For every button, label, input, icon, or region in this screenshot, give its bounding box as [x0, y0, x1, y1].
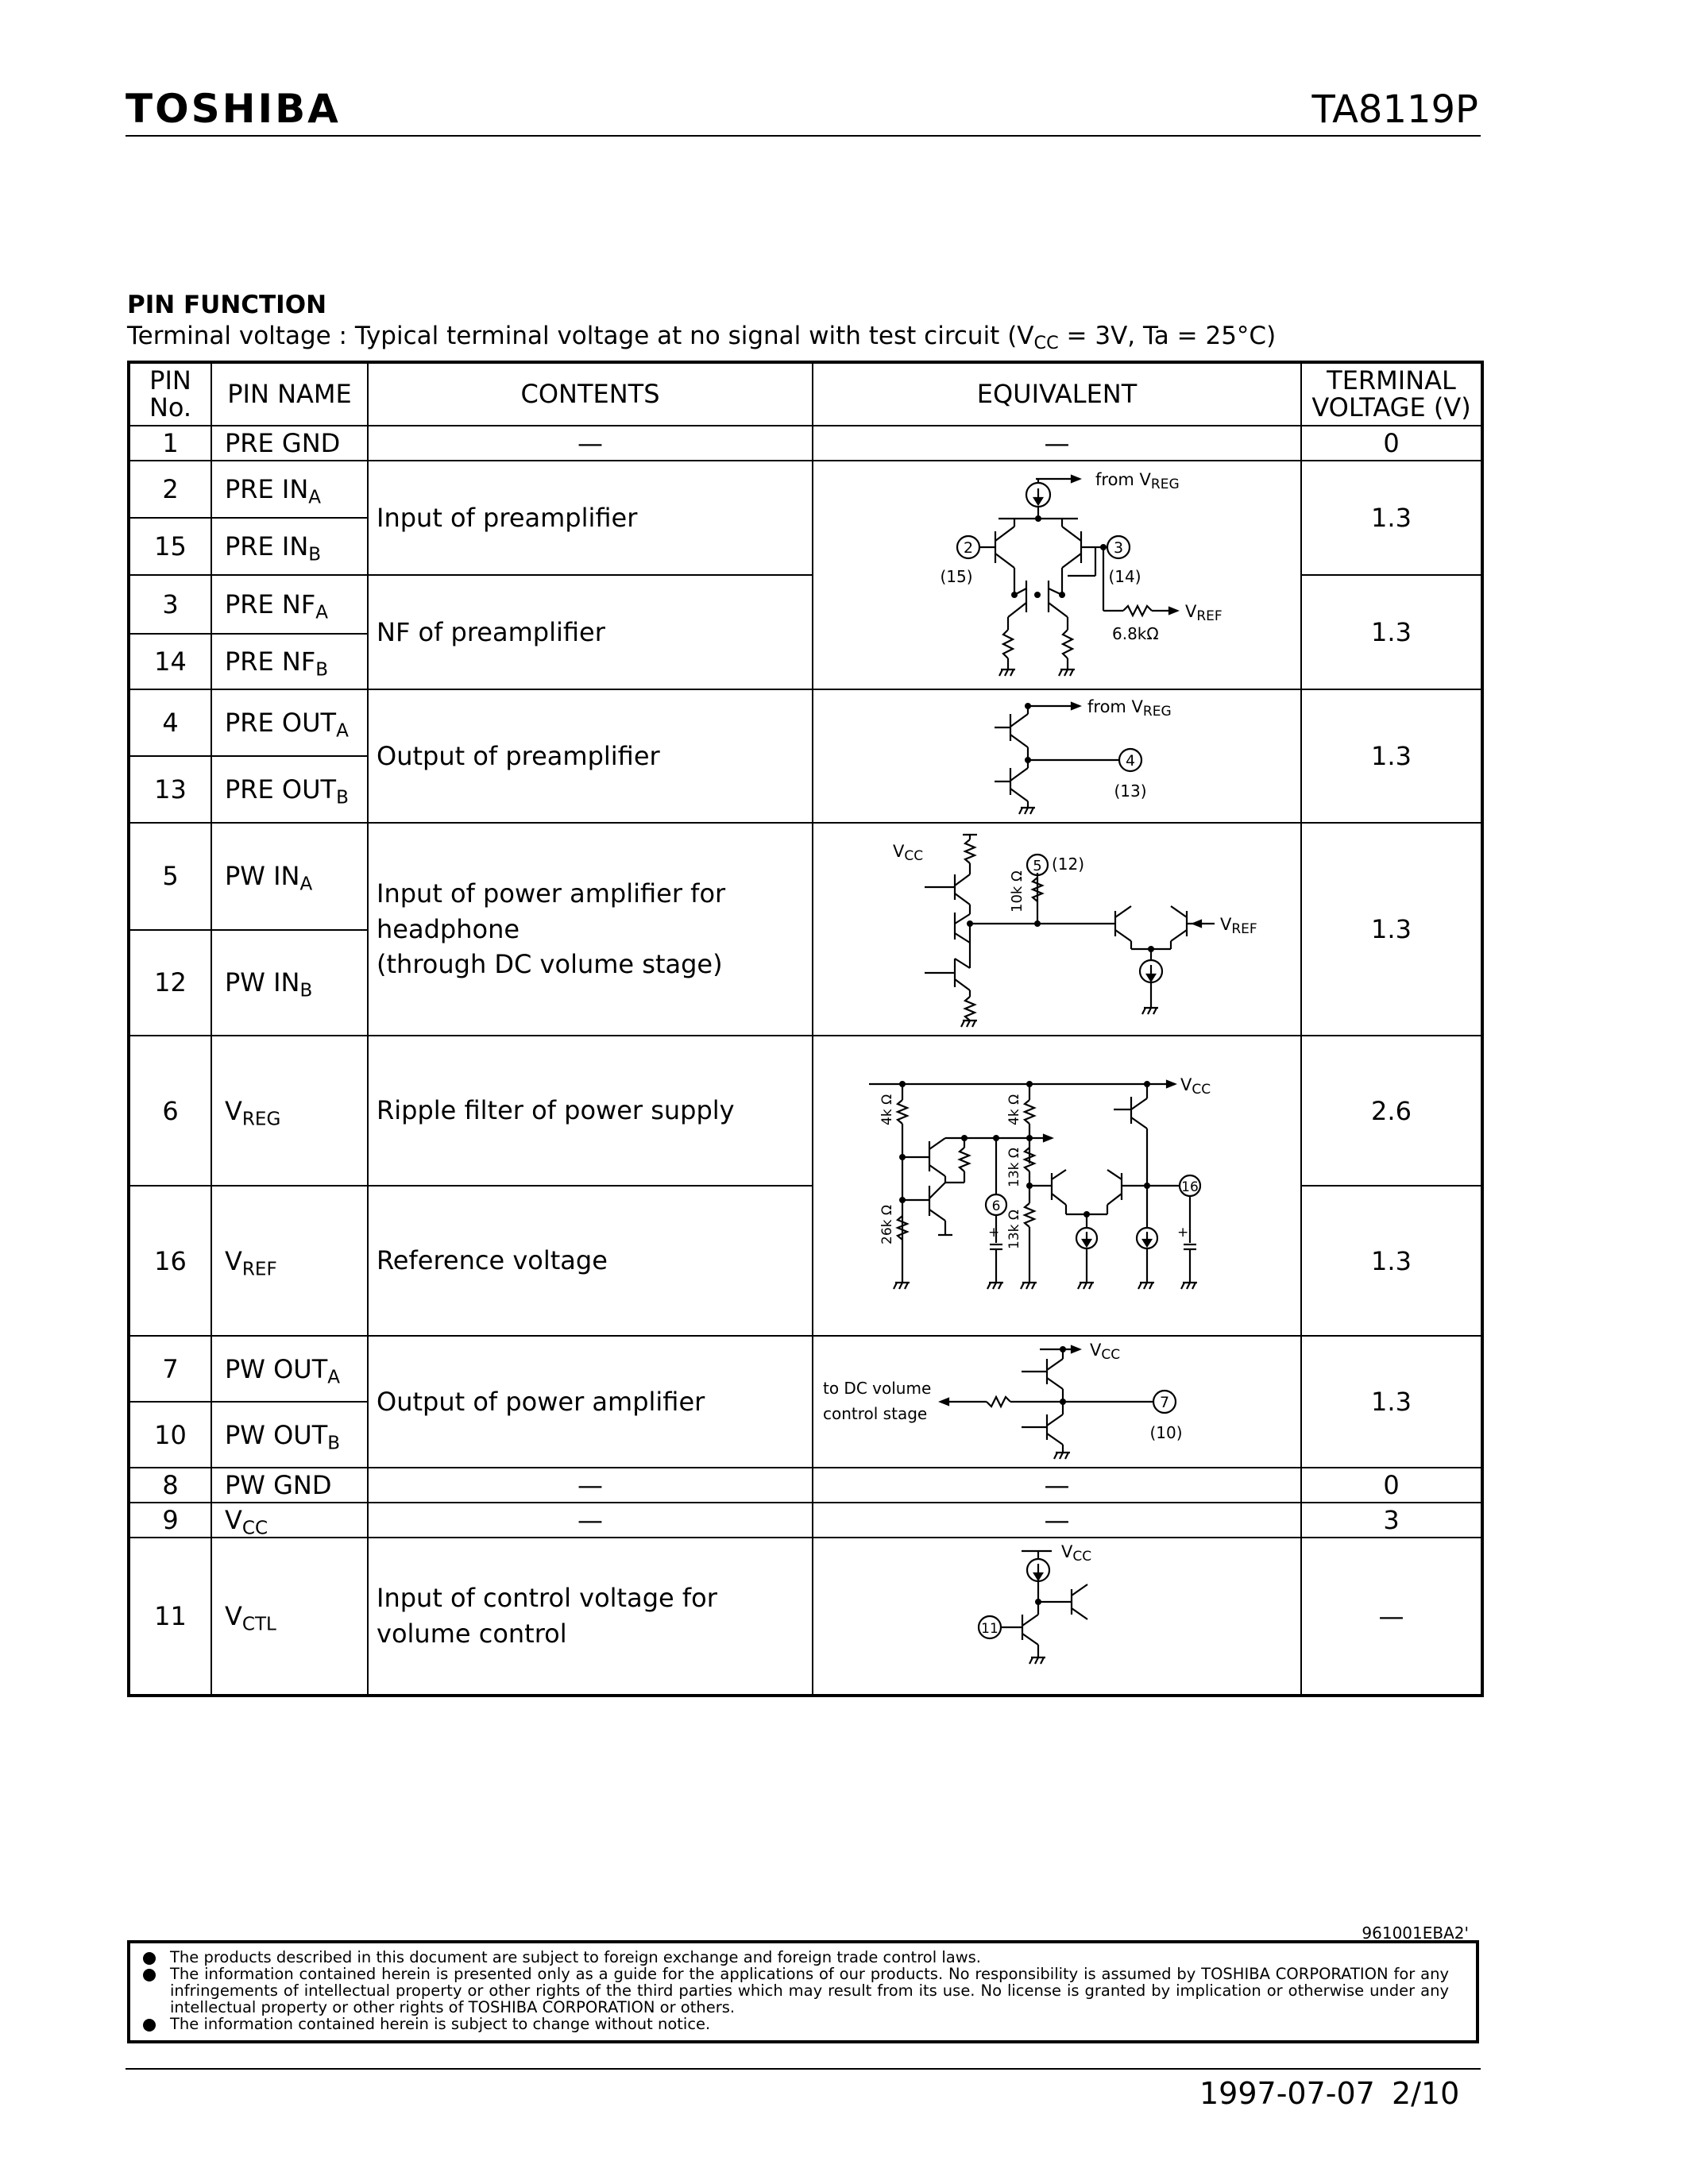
svg-text:(15): (15) — [940, 567, 973, 586]
header-voltage: TERMINAL VOLTAGE (V) — [1301, 362, 1482, 426]
pin-contents: — — [368, 1503, 813, 1538]
table-row — [129, 1336, 1482, 1402]
pin-name: PRE $OUT_A$ — [211, 689, 368, 756]
pin-contents: Input of preamplifier — [368, 461, 813, 575]
pin-equivalent — [813, 823, 1301, 1036]
pin-name: PRE $NF_B$ — [211, 634, 368, 689]
svg-text:(13): (13) — [1114, 781, 1147, 801]
header-pin-no: PIN No. — [129, 362, 211, 426]
svg-text:VREF: VREF — [1220, 915, 1257, 937]
table-row — [129, 1036, 1482, 1186]
svg-text:13k Ω: 13k Ω — [1006, 1148, 1022, 1187]
pin-no: 4 — [129, 689, 211, 756]
pin-contents: Input of power amplifier for headphone (through DC volume stage) — [368, 823, 813, 1036]
pin-name: PRE GND — [211, 426, 368, 461]
pin-voltage: 3 — [1301, 1503, 1482, 1538]
svg-text:6: 6 — [991, 1198, 1001, 1214]
pin-voltage: 1.3 — [1301, 575, 1482, 689]
svg-text:26k Ω: 26k Ω — [879, 1205, 895, 1244]
power-amp-output-circuit — [813, 1337, 1302, 1467]
pin-contents: NF of preamplifier — [368, 575, 813, 689]
pin-name: PRE $NF_A$ — [211, 575, 368, 634]
svg-text:VCC: VCC — [1090, 1341, 1121, 1363]
power-amp-input-circuit — [813, 824, 1302, 1035]
pin-voltage: 1.3 — [1301, 823, 1482, 1036]
svg-text:3: 3 — [1113, 539, 1124, 557]
document-code: 961001EBA2' — [1362, 1924, 1469, 1943]
pin-no: 12 — [129, 930, 211, 1036]
svg-text:(12): (12) — [1052, 855, 1085, 874]
pin-name: PW $OUT_B$ — [211, 1402, 368, 1468]
preamp-output-circuit — [813, 690, 1302, 822]
pin-equivalent — [813, 461, 1301, 689]
section-note: Terminal voltage : Typical terminal voltage at no signal with test circuit ($V_{CC} = 3V$, Ta = 25°C) — [127, 322, 1277, 354]
svg-text:(14): (14) — [1108, 567, 1141, 586]
pin-equivalent: — — [813, 1468, 1301, 1503]
table-row — [129, 461, 1482, 518]
svg-text:4k Ω: 4k Ω — [879, 1094, 895, 1125]
table-row — [129, 1503, 1482, 1538]
header-contents: CONTENTS — [368, 362, 813, 426]
pin-equivalent: — — [813, 1503, 1301, 1538]
header-rule — [126, 135, 1481, 137]
pin-name: PW $IN_B$ — [211, 930, 368, 1036]
pin-no: 16 — [129, 1186, 211, 1336]
pin-no: 11 — [129, 1538, 211, 1696]
svg-text:5: 5 — [1033, 858, 1042, 874]
notice-item: The information contained herein is subject to change without notice. — [170, 2016, 1449, 2032]
pin-no: 6 — [129, 1036, 211, 1186]
pin-no: 2 — [129, 461, 211, 518]
pin-voltage: 1.3 — [1301, 1336, 1482, 1468]
publish-date: 1997-07-07 — [1199, 2076, 1375, 2111]
header-equivalent: EQUIVALENT — [813, 362, 1301, 426]
pin-no: 14 — [129, 634, 211, 689]
pin-no: 10 — [129, 1402, 211, 1468]
notice-item: The information contained herein is presented only as a guide for the applications of our products. No responsibility is assumed by TOSHIBA CORPORATION for any infringements of intellectual property or other rights of the third parties which may result from its use. No license is granted by implication or otherwise under any intellectual property or other rights of TOSHIBA CORPORATION or others. — [170, 1966, 1449, 2016]
pin-no: 13 — [129, 756, 211, 823]
svg-text:VREF: VREF — [1185, 602, 1223, 624]
footer-rule — [126, 2068, 1481, 2070]
pin-name: $V_{REF}$ — [211, 1186, 368, 1336]
svg-text:VCC: VCC — [1061, 1542, 1092, 1565]
vctl-circuit — [813, 1538, 1302, 1694]
pin-name: PW GND — [211, 1468, 368, 1503]
pin-name: PW $OUT_A$ — [211, 1336, 368, 1402]
pin-voltage: 0 — [1301, 1468, 1482, 1503]
notice-item: The products described in this document are subject to foreign exchange and foreign trade control laws. — [170, 1949, 1449, 1966]
pin-equivalent — [813, 689, 1301, 823]
pin-no: 7 — [129, 1336, 211, 1402]
pin-contents: Ripple filter of power supply — [368, 1036, 813, 1186]
legal-notice-box — [127, 1940, 1479, 2043]
pin-contents: Output of power amplifier — [368, 1336, 813, 1468]
pin-voltage: 1.3 — [1301, 689, 1482, 823]
table-row — [129, 823, 1482, 930]
table-row — [129, 689, 1482, 756]
pin-no: 1 — [129, 426, 211, 461]
svg-text:VCC: VCC — [893, 842, 924, 864]
svg-text:7: 7 — [1159, 1394, 1170, 1411]
svg-text:VCC: VCC — [1180, 1075, 1211, 1098]
svg-text:(10): (10) — [1149, 1423, 1183, 1442]
svg-text:from VREG: from VREG — [1087, 697, 1172, 720]
brand-logo: TOSHIBA — [126, 86, 341, 132]
svg-text:4: 4 — [1125, 752, 1136, 770]
table-row — [129, 1468, 1482, 1503]
svg-text:13k Ω: 13k Ω — [1006, 1210, 1022, 1249]
svg-text:11: 11 — [981, 1621, 999, 1637]
svg-text:2: 2 — [963, 539, 974, 557]
pin-no: 3 — [129, 575, 211, 634]
svg-text:16: 16 — [1181, 1179, 1199, 1195]
bullet-icon — [143, 1952, 156, 1965]
pin-equivalent: — — [813, 426, 1301, 461]
table-header-row — [129, 362, 1482, 426]
pin-voltage: 2.6 — [1301, 1036, 1482, 1186]
svg-text:control stage: control stage — [823, 1404, 928, 1423]
pin-no: 8 — [129, 1468, 211, 1503]
pin-no: 15 — [129, 518, 211, 575]
vreg-vref-circuit — [813, 1036, 1302, 1335]
pin-name: $V_{REG}$ — [211, 1036, 368, 1186]
pin-voltage: 1.3 — [1301, 461, 1482, 575]
pin-name: $V_{CTL}$ — [211, 1538, 368, 1696]
header-pin-name: PIN NAME — [211, 362, 368, 426]
pin-contents: Reference voltage — [368, 1186, 813, 1336]
pin-equivalent — [813, 1036, 1301, 1336]
svg-text:+: + — [988, 1225, 1000, 1241]
pin-equivalent — [813, 1336, 1301, 1468]
bullet-icon — [143, 1969, 156, 1981]
pin-name: PRE $OUT_B$ — [211, 756, 368, 823]
pin-voltage: — — [1301, 1538, 1482, 1696]
pin-no: 5 — [129, 823, 211, 930]
pin-name: $V_{CC}$ — [211, 1503, 368, 1538]
pin-no: 9 — [129, 1503, 211, 1538]
table-row — [129, 1538, 1482, 1696]
svg-text:10k Ω: 10k Ω — [1009, 870, 1026, 913]
svg-text:from VREG: from VREG — [1095, 470, 1180, 492]
pin-voltage: 0 — [1301, 426, 1482, 461]
pin-contents: — — [368, 1468, 813, 1503]
pin-voltage: 1.3 — [1301, 1186, 1482, 1336]
pin-name: PRE $IN_A$ — [211, 461, 368, 518]
bullet-icon — [143, 2019, 156, 2032]
pin-contents: — — [368, 426, 813, 461]
pin-function-table — [127, 361, 1484, 1697]
preamp-equivalent-circuit — [813, 461, 1302, 689]
svg-text:to DC volume: to DC volume — [823, 1379, 932, 1398]
part-number: TA8119P — [1311, 87, 1478, 132]
svg-text:6.8kΩ: 6.8kΩ — [1112, 624, 1159, 643]
pin-name: PRE $IN_B$ — [211, 518, 368, 575]
section-title: PIN FUNCTION — [127, 291, 327, 319]
pin-contents: Output of preamplifier — [368, 689, 813, 823]
pin-equivalent — [813, 1538, 1301, 1696]
svg-text:+: + — [1177, 1225, 1189, 1241]
pin-contents: Input of control voltage for volume control — [368, 1538, 813, 1696]
svg-text:4k Ω: 4k Ω — [1006, 1094, 1022, 1125]
table-row — [129, 426, 1482, 461]
pin-name: PW $IN_A$ — [211, 823, 368, 930]
page-number: 2/10 — [1392, 2076, 1460, 2111]
